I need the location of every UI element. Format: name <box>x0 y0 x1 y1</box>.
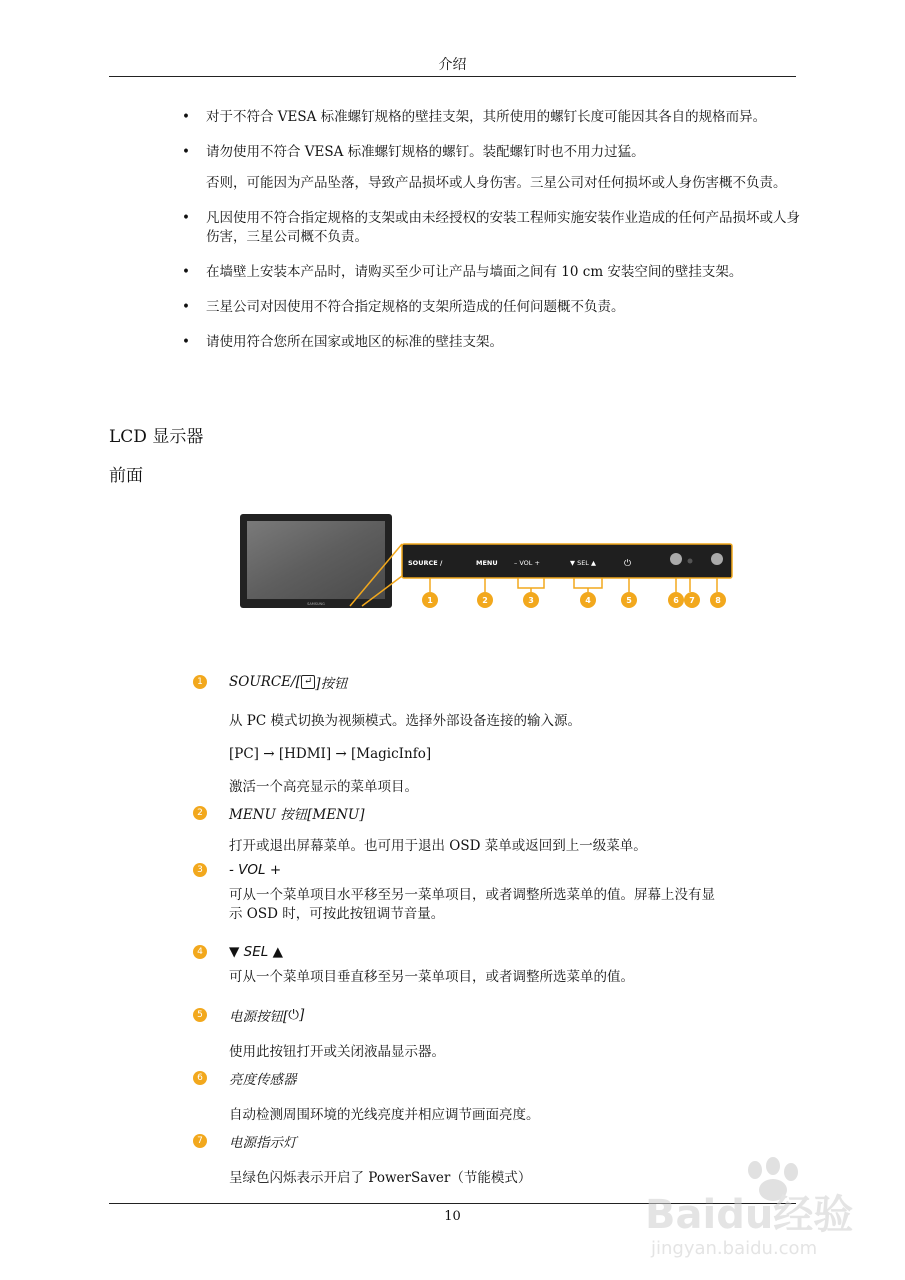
item-title: - VOL + <box>229 862 282 878</box>
source-button-label: SOURCE / <box>408 559 443 567</box>
remote-sensor-icon <box>711 553 723 565</box>
number-badge: 6 <box>193 1071 207 1085</box>
bullet-item <box>180 333 800 352</box>
bullet-subtext: 否则，可能因为产品坠落，导致产品损坏或人身伤害。三星公司对任何损坏或人身伤害概不负责。 <box>206 175 787 191</box>
item-description <box>229 1043 753 1062</box>
watermark-brand: Baidu经验 <box>645 1192 854 1238</box>
item-title: ▼ SEL ▲ <box>229 944 283 960</box>
bullet-text: 凡因使用不符合指定规格的支架或由未经授权的安装工程师实施安装作业造成的任何产品损坏或人身伤害，三星公司概不负责。 <box>206 210 800 245</box>
bullet-dot: • <box>182 264 190 280</box>
page-number: 10 <box>444 1209 461 1224</box>
description-line: 自动检测周围环境的光线亮度并相应调节画面亮度。 <box>229 1107 540 1123</box>
item-title: MENU 按钮[MENU] <box>229 807 365 823</box>
number-badge: 1 <box>193 675 207 689</box>
callout-number: 4 <box>585 596 591 605</box>
item-description <box>229 968 753 987</box>
brightness-sensor-icon <box>670 553 682 565</box>
item-heading <box>193 672 753 692</box>
description-line: 可从一个菜单项目垂直移至另一菜单项目，或者调整所选菜单的值。 <box>229 969 634 985</box>
baidu-jingyan-watermark <box>645 1150 855 1260</box>
bullet-dot: • <box>182 210 190 226</box>
menu-button-label: MENU <box>476 559 498 567</box>
callout-lines <box>430 578 717 592</box>
monitor-front-diagram <box>240 512 740 632</box>
bullet-item <box>180 209 800 247</box>
monitor-brand-text: SAMSUNG <box>307 602 325 606</box>
item-title-suffix: ]按钮 <box>315 676 348 692</box>
item-heading <box>193 1131 753 1151</box>
source-sequence: [PC] → [HDMI] → [MagicInfo] <box>229 746 432 762</box>
page-header-title: 介绍 <box>438 57 467 73</box>
item-description <box>229 886 719 924</box>
item-title: 电源指示灯 <box>229 1135 297 1151</box>
item-heading <box>193 944 753 960</box>
sel-button-label: ▼ SEL ▲ <box>570 559 596 567</box>
item-title-suffix: ] <box>298 1007 305 1023</box>
wall-mount-notes <box>180 108 800 368</box>
callout-number: 3 <box>528 596 534 605</box>
number-badge: 2 <box>193 806 207 820</box>
bullet-text: 对于不符合 VESA 标准螺钉规格的壁挂支架，其所使用的螺钉长度可能因其各自的规格而异。 <box>206 109 767 125</box>
item-description <box>229 837 753 856</box>
control-panel <box>402 544 732 578</box>
number-badge: 4 <box>193 945 207 959</box>
item-title: SOURCE/[ <box>229 674 301 690</box>
number-badge: 7 <box>193 1134 207 1148</box>
item-heading <box>193 803 753 823</box>
bullet-text: 三星公司对因使用不符合指定规格的支架所造成的任何问题概不负责。 <box>206 299 625 315</box>
callout-number: 8 <box>715 596 721 605</box>
section-title-lcd: LCD 显示器 <box>109 427 204 447</box>
controls-description-list <box>193 672 753 1200</box>
vol-button-label: – VOL + <box>514 559 540 567</box>
header-rule <box>109 76 796 77</box>
bullet-text: 请使用符合您所在国家或地区的标准的壁挂支架。 <box>206 334 503 350</box>
power-icon: ⏻ <box>288 1007 299 1023</box>
callout-number: 6 <box>673 596 679 605</box>
description-line: 使用此按钮打开或关闭液晶显示器。 <box>229 1044 445 1060</box>
bullet-text: 在墙壁上安装本产品时，请购买至少可让产品与墙面之间有 10 cm 安装空间的壁挂支架。 <box>206 264 743 280</box>
item-description <box>229 1106 753 1125</box>
bullet-dot: • <box>182 109 190 125</box>
bullet-item <box>180 298 800 317</box>
item-title: 亮度传感器 <box>229 1072 297 1088</box>
bullet-dot: • <box>182 334 190 350</box>
number-badge: 5 <box>193 1008 207 1022</box>
number-badge: 3 <box>193 863 207 877</box>
bullet-dot: • <box>182 144 190 160</box>
watermark-url: jingyan.baidu.com <box>651 1238 818 1259</box>
item-heading <box>193 1005 753 1025</box>
bullet-item <box>180 108 800 127</box>
bullet-item <box>180 263 800 282</box>
section-title-front: 前面 <box>109 466 143 486</box>
bullet-dot: • <box>182 299 190 315</box>
enter-key-icon: ↵ <box>301 675 315 689</box>
item-heading <box>193 1068 753 1088</box>
callout-number: 5 <box>626 596 632 605</box>
callout-number: 1 <box>427 596 433 605</box>
description-line: 打开或退出屏幕菜单。也可用于退出 OSD 菜单或返回到上一级菜单。 <box>229 838 647 854</box>
bullet-item <box>180 143 800 193</box>
description-line: 可从一个菜单项目水平移至另一菜单项目，或者调整所选菜单的值。屏幕上没有显示 OSD 时，可按此按钮调节音量。 <box>229 887 715 922</box>
power-indicator-icon <box>688 559 693 564</box>
description-line: 激活一个高亮显示的菜单项目。 <box>229 779 418 795</box>
power-icon: ⏻ <box>624 559 632 569</box>
monitor-image <box>240 514 392 608</box>
description-line: 呈绿色闪烁表示开启了 PowerSaver（节能模式） <box>229 1170 532 1186</box>
description-line: 从 PC 模式切换为视频模式。选择外部设备连接的输入源。 <box>229 713 581 729</box>
bullet-text: 请勿使用不符合 VESA 标准螺钉规格的螺钉。装配螺钉时也不用力过猛。 <box>206 144 645 160</box>
item-description <box>229 712 753 797</box>
callout-number: 2 <box>482 596 488 605</box>
item-heading <box>193 862 753 878</box>
callout-number: 7 <box>689 596 695 605</box>
item-title: 电源按钮[ <box>229 1009 289 1025</box>
